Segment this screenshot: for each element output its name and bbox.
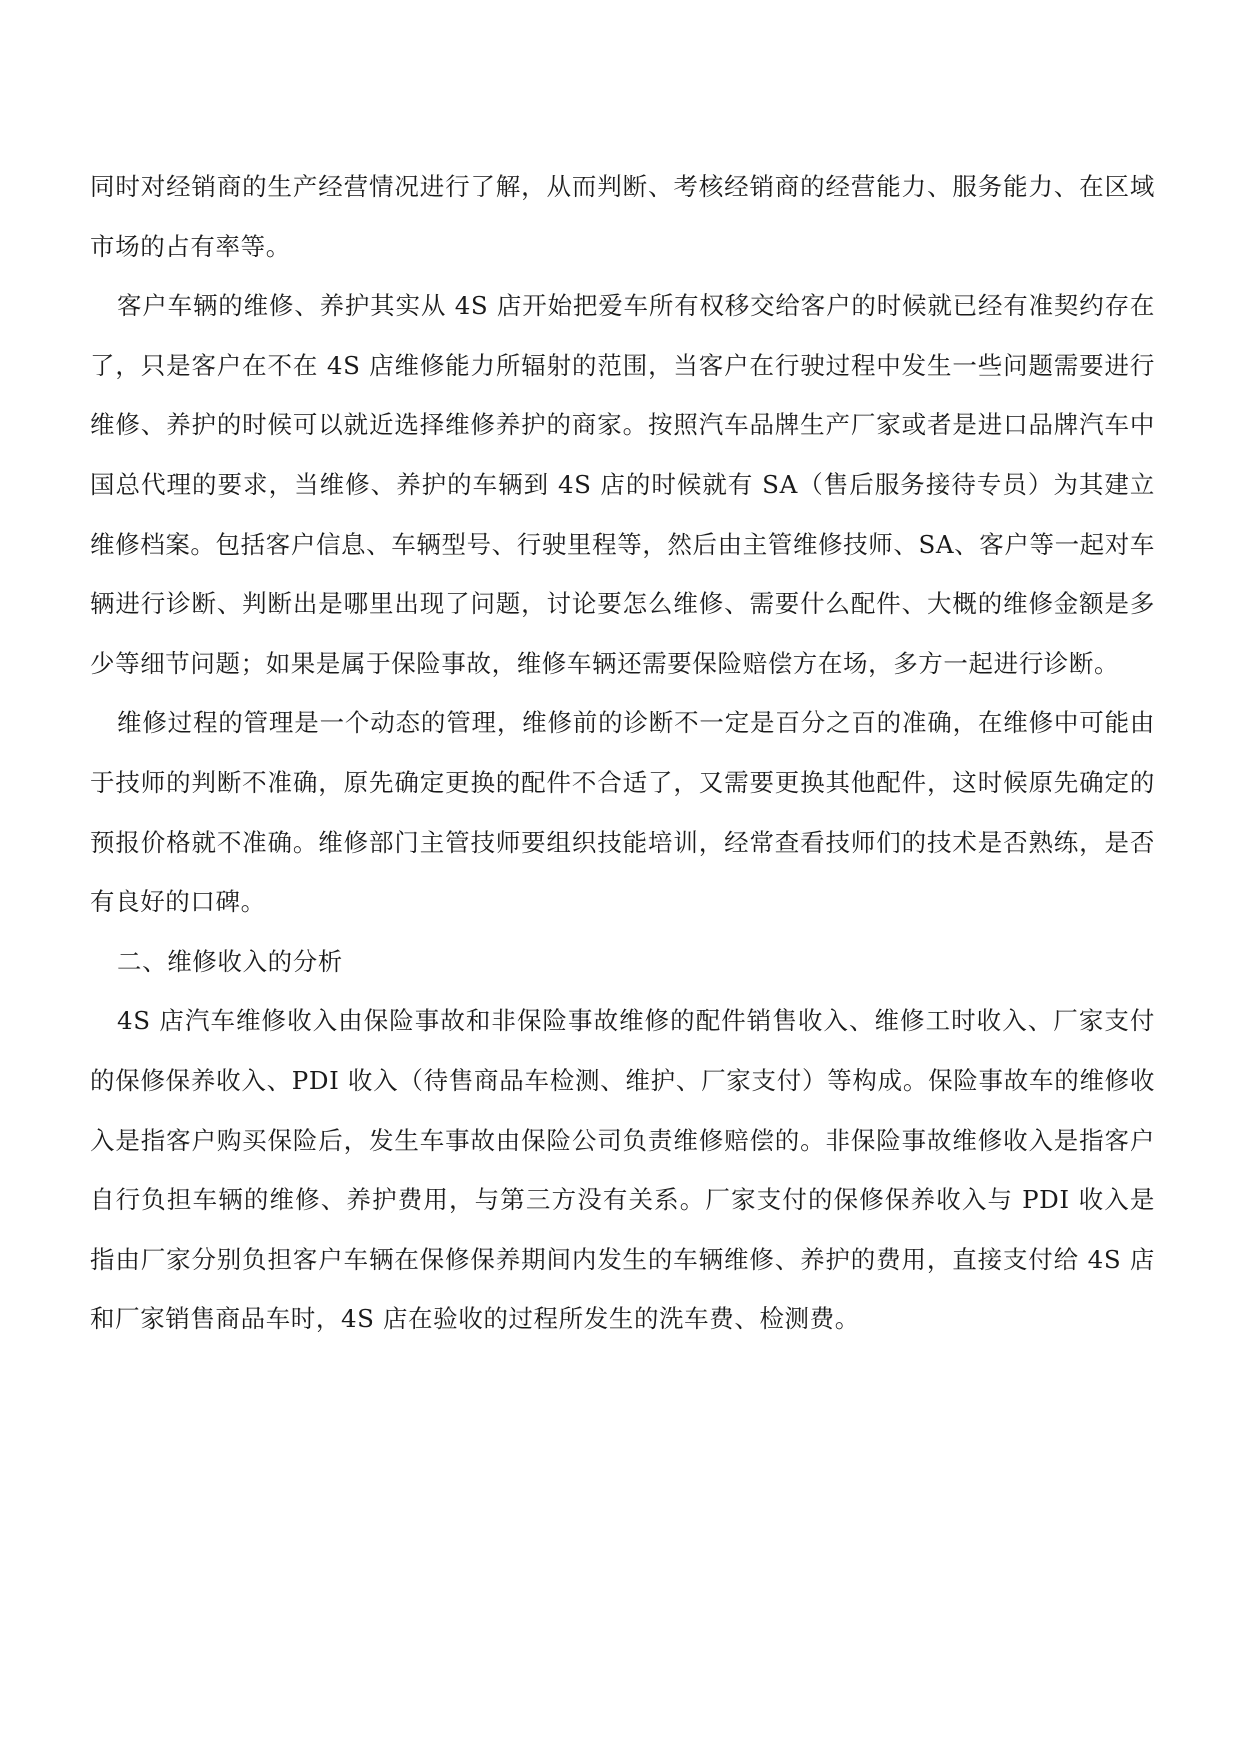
document-body bbox=[90, 157, 1155, 1349]
paragraph-repair-archive: 客户车辆的维修、养护其实从 4S 店开始把爱车所有权移交给客户的时候就已经有准契约存在了，只是客户在不在 4S 店维修能力所辐射的范围，当客户在行驶过程中发生一些问题需要进行维修、养护的时候可以就近选择维修养护的商家。按照汽车品牌生产厂家或者是进口品牌汽车中国总代理的要求，当维修、养护的车辆到 4S 店的时候就有 SA（售后服务接待专员）为其建立维修档案。包括客户信息、车辆型号、行驶里程等，然后由主管维修技师、SA、客户等一起对车辆进行诊断、判断出是哪里出现了问题，讨论要怎么维修、需要什么配件、大概的维修金额是多少等细节问题；如果是属于保险事故，维修车辆还需要保险赔偿方在场，多方一起进行诊断。 bbox=[90, 291, 1155, 678]
paragraph-repair-process: 维修过程的管理是一个动态的管理，维修前的诊断不一定是百分之百的准确，在维修中可能由于技师的判断不准确，原先确定更换的配件不合适了，又需要更换其他配件，这时候原先确定的预报价格就不准确。维修部门主管技师要组织技能培训，经常查看技师们的技术是否熟练，是否有良好的口碑。 bbox=[90, 708, 1155, 917]
paragraph-dealer-assessment: 同时对经销商的生产经营情况进行了解，从而判断、考核经销商的经营能力、服务能力、在区域市场的占有率等。 bbox=[90, 172, 1155, 261]
paragraph-revenue-sources: 4S 店汽车维修收入由保险事故和非保险事故维修的配件销售收入、维修工时收入、厂家支付的保修保养收入、PDI 收入（待售商品车检测、维护、厂家支付）等构成。保险事故车的维修收入是指客户购买保险后，发生车事故由保险公司负责维修赔偿的。非保险事故维修收入是指客户自行负担车辆的维修、养护费用，与第三方没有关系。厂家支付的保修保养收入与 PDI 收入是指由厂家分别负担客户车辆在保修保养期间内发生的车辆维修、养护的费用，直接支付给 4S 店和厂家销售商品车时，4S 店在验收的过程所发生的洗车费、检测费。 bbox=[90, 1006, 1155, 1334]
section-heading-revenue-analysis: 二、维修收入的分析 bbox=[117, 946, 343, 976]
